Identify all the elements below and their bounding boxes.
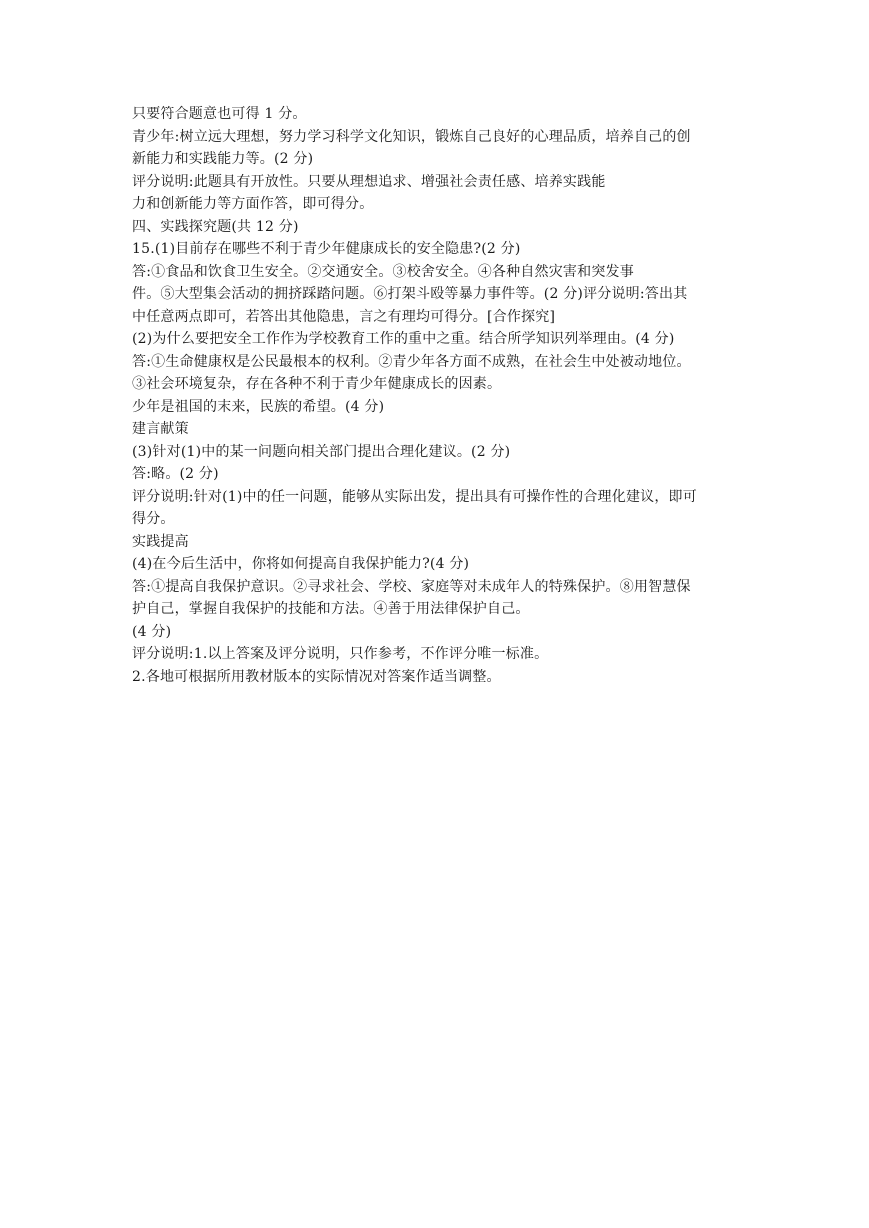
question-line: (4)在今后生活中，你将如何提高自我保护能力?(4 分): [132, 556, 470, 572]
text-line: 力和创新能力等方面作答，即可得分。: [132, 196, 374, 212]
text-line: 新能力和实践能力等。(2 分): [132, 151, 314, 167]
scoring-note-line: 得分。: [132, 511, 175, 527]
answer-line: 答:①提高自我保护意识。②寻求社会、学校、家庭等对未成年人的特殊保护。⑧用智慧保: [132, 578, 691, 595]
answer-line: 护自己，掌握自我保护的技能和方法。④善于用法律保护自己。: [132, 601, 530, 617]
answer-line: ③社会环境复杂，存在各种不利于青少年健康成长的因素。: [132, 376, 502, 392]
answer-line: 中任意两点即可，若答出其他隐患，言之有理均可得分。[合作探究]: [132, 308, 556, 325]
subsection-heading: 建言献策: [132, 421, 189, 437]
text-line: 青少年:树立远大理想，努力学习科学文化知识，锻炼自己良好的心理品质，培养自己的创: [132, 128, 691, 145]
subsection-heading: 实践提高: [132, 533, 189, 550]
scoring-note-line: 评分说明:针对(1)中的任一问题，能够从实际出发，提出具有可操作性的合理化建议，即可: [132, 488, 697, 505]
section-heading: 四、实践探究题(共 12 分): [132, 218, 299, 235]
question-line: (3)针对(1)中的某一问题向相关部门提出合理化建议。(2 分): [132, 443, 511, 460]
answer-line: 答:①食品和饮食卫生安全。②交通安全。③校舍安全。④各种自然灾害和突发事: [132, 263, 634, 280]
answer-line: 少年是祖国的末来，民族的希望。(4 分): [132, 398, 385, 415]
answer-line: 答:略。(2 分): [132, 466, 219, 482]
answer-line: (4 分): [132, 623, 172, 640]
answer-line: 件。⑤大型集会活动的拥挤踩踏问题。⑥打架斗殴等暴力事件等。(2 分)评分说明:答出其: [132, 286, 688, 302]
question-line: (2)为什么要把安全工作作为学校教育工作的重中之重。结合所学知识列举理由。(4 分): [132, 331, 675, 347]
text-line: 只要符合题意也可得 1 分。: [132, 106, 307, 122]
scoring-note-line: 评分说明:1.以上答案及评分说明，只作参考，不作评分唯一标准。: [132, 646, 549, 662]
text-line: 评分说明:此题具有开放性。只要从理想追求、增强社会责任感、培养实践能: [132, 173, 606, 190]
scoring-note-line: 2.各地可根据所用教材版本的实际情况对答案作适当调整。: [132, 668, 501, 685]
answer-line: 答:①生命健康权是公民最根本的权利。②青少年各方面不成熟，在社会生中处被动地位。: [132, 353, 691, 370]
question-line: 15.(1)目前存在哪些不利于青少年健康成长的安全隐患?(2 分): [132, 241, 521, 257]
document-body: [132, 103, 747, 688]
